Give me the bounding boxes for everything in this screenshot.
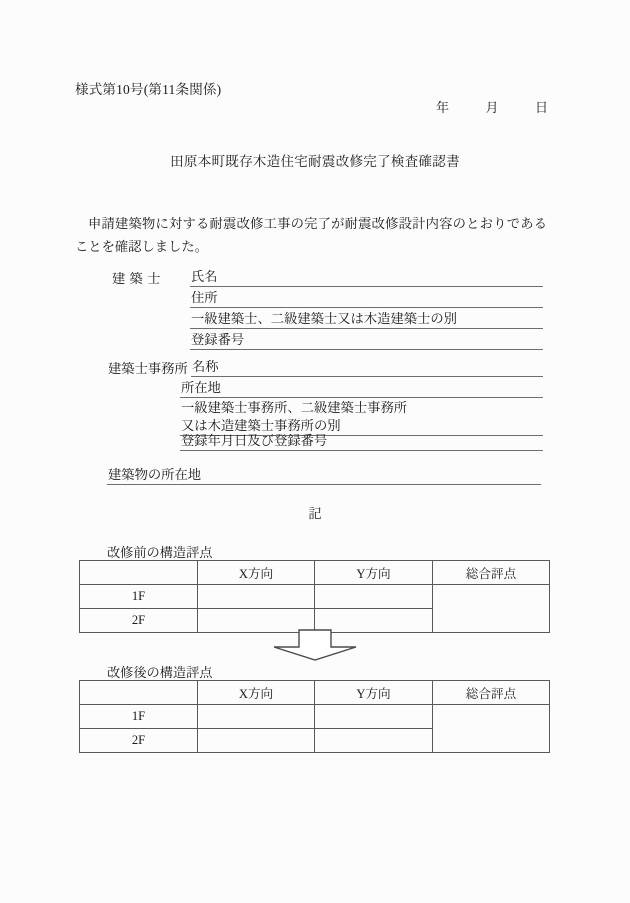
date-month-label: 月	[485, 100, 499, 115]
cell-total-score[interactable]	[433, 705, 550, 753]
architect-section-label: 建築士	[112, 271, 165, 287]
header-y-direction: Y方向	[315, 681, 433, 705]
header-total-score: 総合評点	[433, 681, 550, 705]
architect-row-name	[112, 268, 543, 287]
table-before-caption: 改修前の構造評点	[107, 545, 213, 560]
cell-total-score[interactable]	[433, 585, 550, 633]
row-label-2f: 2F	[80, 609, 198, 633]
date-line	[0, 97, 630, 116]
office-field-registration-date-number[interactable]: 登録年月日及び登録番号	[180, 432, 543, 451]
building-location-field[interactable]: 建築物の所在地	[107, 466, 541, 485]
architect-field-address[interactable]: 住所	[190, 289, 543, 308]
architect-field-license-type[interactable]: 一級建築士、二級建築士又は木造建築士の別	[190, 310, 543, 329]
date-year-label: 年	[435, 100, 449, 115]
table-row	[80, 585, 550, 609]
office-row-name	[108, 358, 543, 377]
architect-row-license-type	[190, 310, 543, 329]
row-label-1f: 1F	[80, 705, 198, 729]
row-label-2f: 2F	[80, 729, 198, 753]
office-field-office-type[interactable]	[180, 399, 543, 436]
architect-row-registration-number	[190, 331, 543, 350]
cell-2f-y[interactable]	[315, 729, 433, 753]
row-label-1f: 1F	[80, 585, 198, 609]
page-title: 田原本町既存木造住宅耐震改修完了検査確認書	[170, 154, 460, 169]
header-x-direction: X方向	[198, 561, 315, 585]
header-x-direction: X方向	[198, 681, 315, 705]
form-number: 様式第10号(第11条関係)	[75, 82, 222, 97]
cell-1f-y[interactable]	[315, 585, 433, 609]
table-header-row	[80, 561, 550, 585]
cell-1f-x[interactable]	[198, 585, 315, 609]
office-field-name[interactable]: 名称	[191, 358, 543, 377]
down-arrow-icon	[0, 628, 630, 662]
architect-field-name[interactable]: 氏名	[190, 268, 543, 287]
architect-field-registration-number[interactable]: 登録番号	[190, 331, 543, 350]
header-blank	[80, 561, 198, 585]
header-total-score: 総合評点	[433, 561, 550, 585]
header-y-direction: Y方向	[315, 561, 433, 585]
cell-1f-x[interactable]	[198, 705, 315, 729]
table-row	[80, 705, 550, 729]
cell-1f-y[interactable]	[315, 705, 433, 729]
office-field-address[interactable]: 所在地	[180, 379, 543, 398]
ki-marker: 記	[308, 506, 322, 521]
office-field-office-type-line1: 一級建築士事務所、二級建築士事務所	[181, 400, 408, 415]
office-field-office-type-line2: 又は木造建築士事務所の別	[181, 417, 341, 433]
office-section-label: 建築士事務所	[108, 361, 188, 377]
table-after-caption: 改修後の構造評点	[107, 665, 213, 680]
table-before	[79, 560, 550, 633]
office-row-registration-date-number	[180, 432, 543, 451]
office-row-address	[180, 379, 543, 398]
table-after	[79, 680, 550, 753]
header-blank	[80, 681, 198, 705]
lead-paragraph: 申請建築物に対する耐震改修工事の完了が耐震改修設計内容のとおりであることを確認しました。	[75, 216, 547, 255]
building-location-row	[107, 466, 541, 485]
cell-2f-x[interactable]	[198, 729, 315, 753]
architect-row-address	[190, 289, 543, 308]
table-header-row	[80, 681, 550, 705]
date-day-label: 日	[534, 100, 548, 115]
